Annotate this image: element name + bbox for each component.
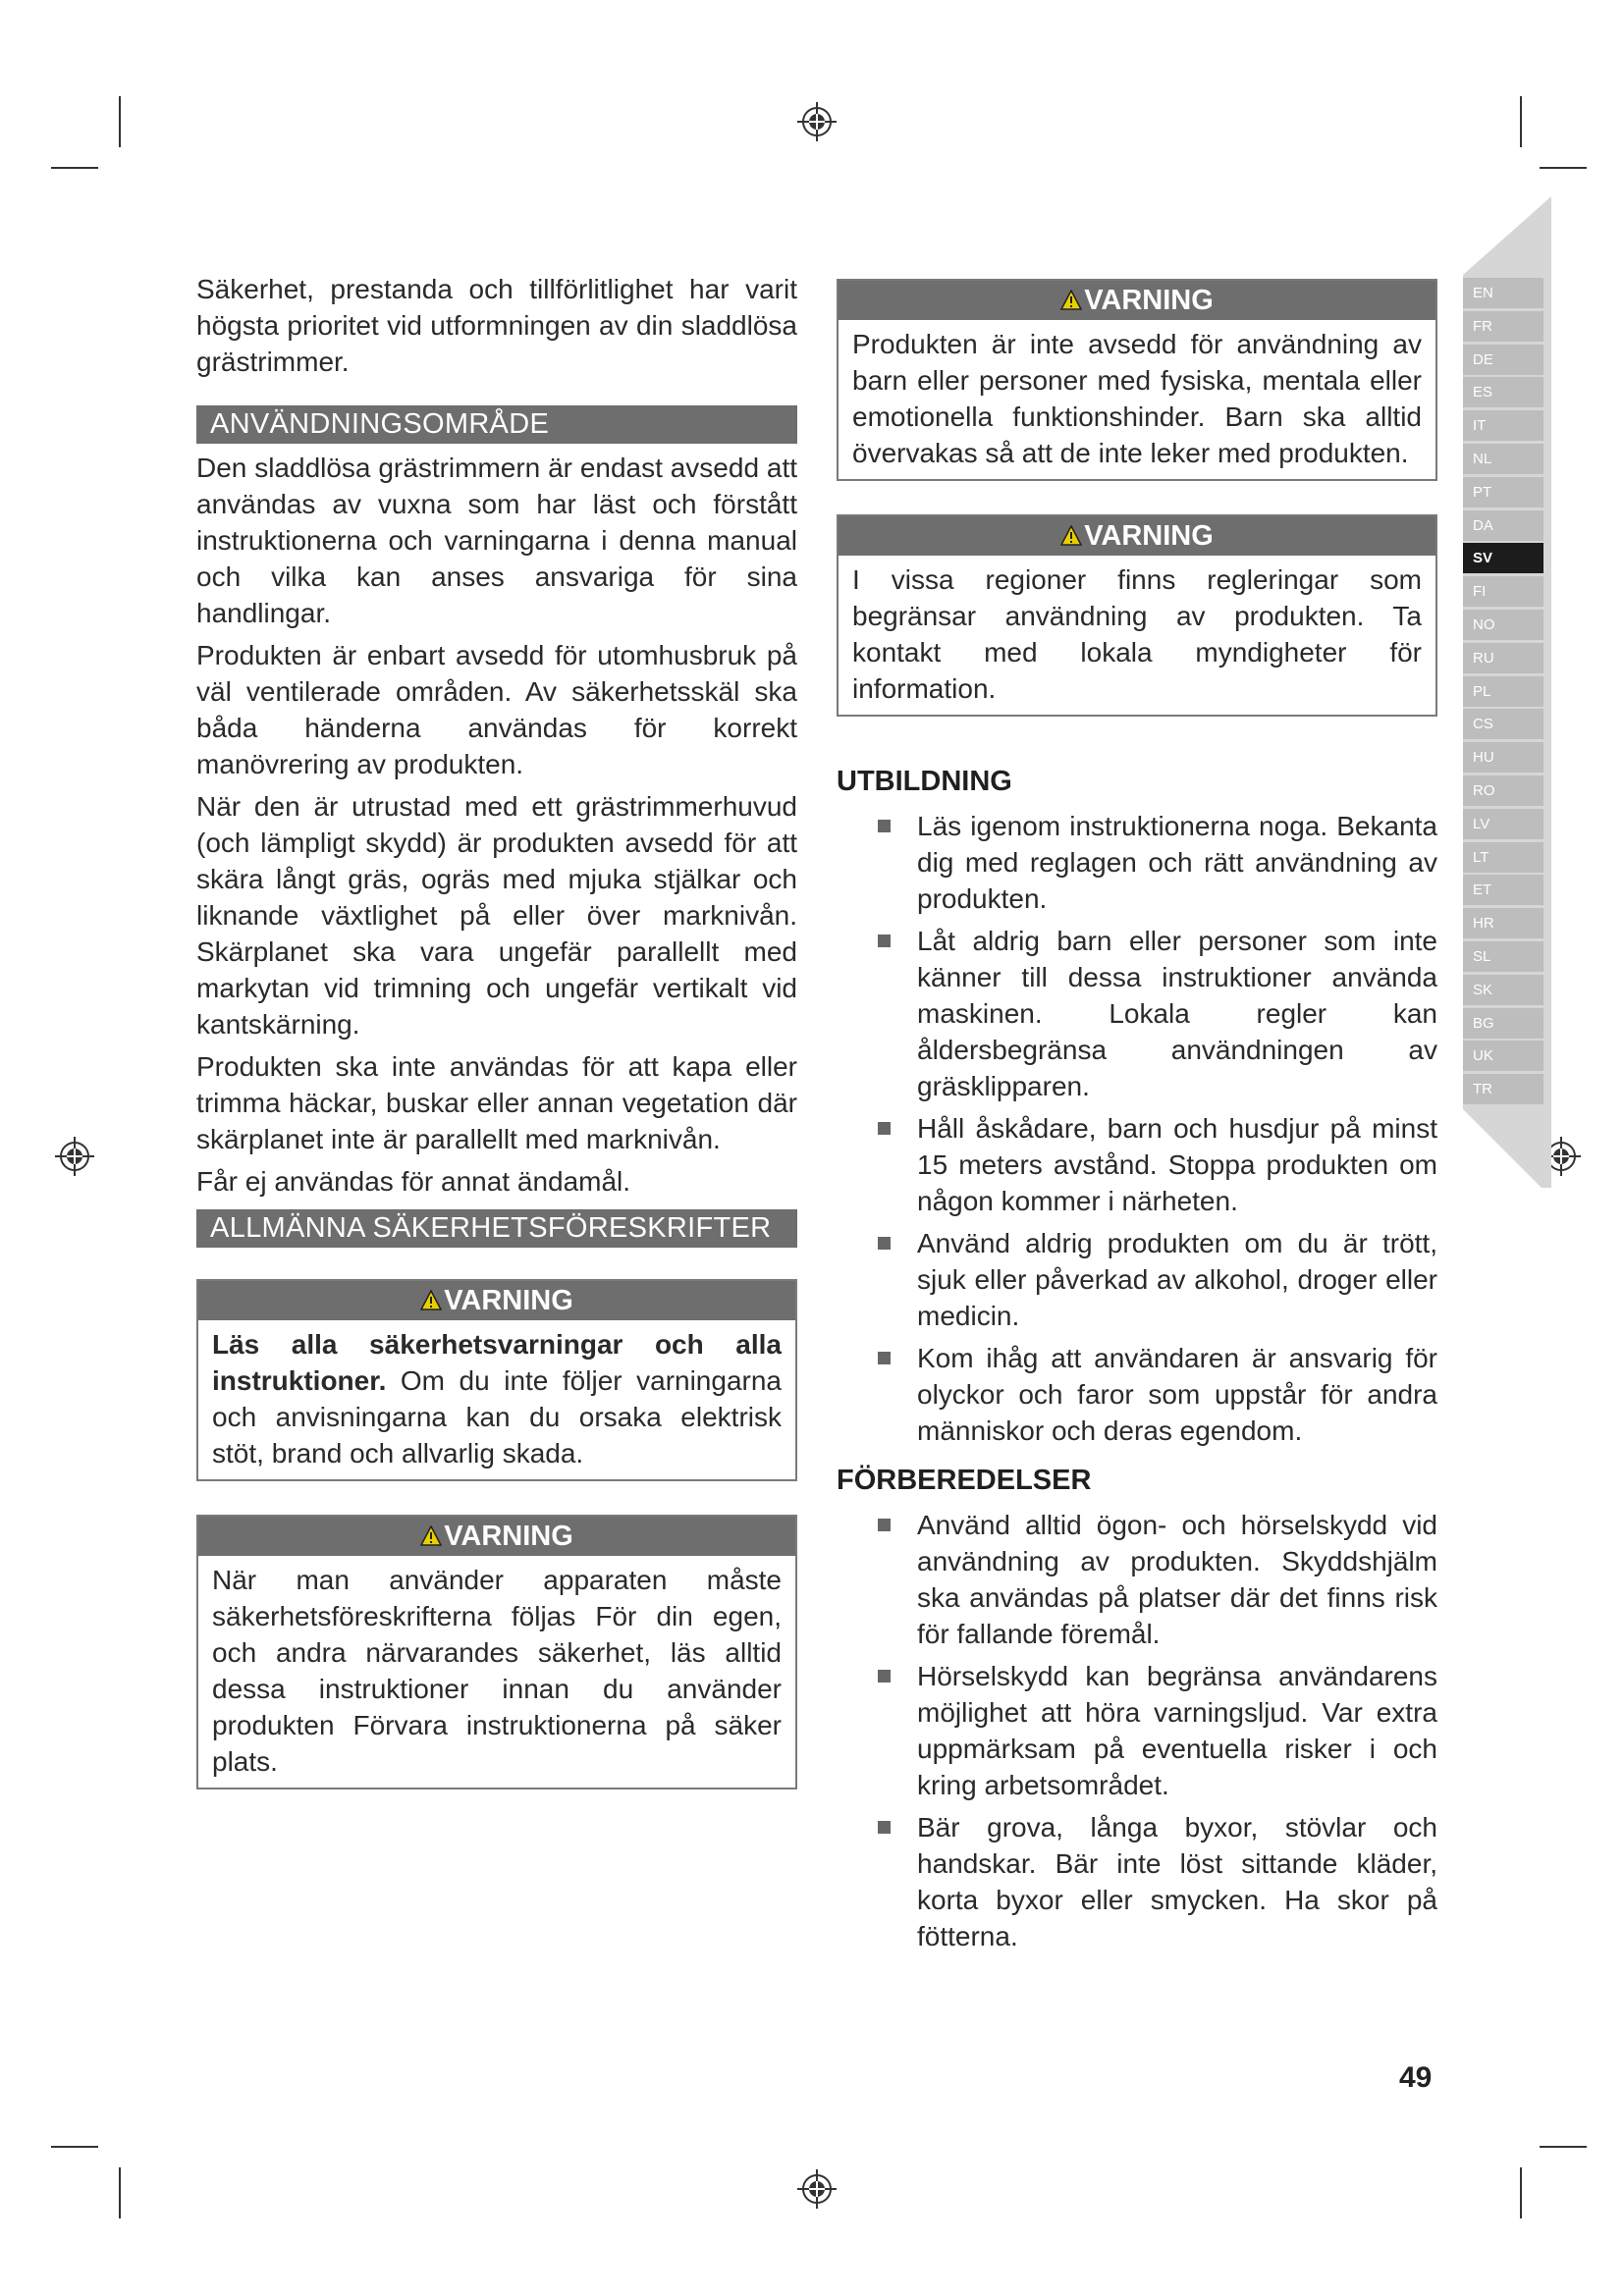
bullet-square-icon (878, 1670, 891, 1682)
usage-paragraph: Produkten är enbart avsedd för utomhusbruk på väl ventilerade områden. Av säkerhetsskäl ska båda händerna användas för korrekt manövrering av produkten. (196, 640, 797, 779)
usage-paragraph: Får ej användas för annat ändamål. (196, 1166, 631, 1197)
language-tab-tr[interactable]: TR (1463, 1074, 1543, 1104)
usage-paragraph: Den sladdlösa grästrimmern är endast avsedd att användas av vuxna som har läst och förstått instruktionerna och varningarna i denna manual och vilka kan anses ansvariga för sina handlingar. (196, 453, 797, 628)
list-item-text: Bär grova, långa byxor, stövlar och handskar. Bär inte löst sittande kläder, korta byxor eller smycken. Ha skor på fötterna. (917, 1812, 1437, 1951)
intro-paragraph: Säkerhet, prestanda och tillförlitlighet har varit högsta prioritet vid utformningen av din sladdlösa grästrimmer. (196, 274, 797, 377)
warning-header (198, 1517, 795, 1556)
language-tab-da[interactable]: DA (1463, 510, 1543, 541)
crop-mark (119, 2167, 121, 2218)
crop-mark (1520, 96, 1522, 147)
language-tab-hu[interactable]: HU (1463, 742, 1543, 773)
list-item (878, 1507, 1437, 1652)
language-tab-sk[interactable]: SK (1463, 975, 1543, 1005)
warning-triangle-icon (420, 1525, 442, 1547)
bullet-square-icon (878, 1122, 891, 1135)
bullet-square-icon (878, 1237, 891, 1250)
warning-label: VARNING (444, 1521, 573, 1552)
usage-paragraph: När den är utrustad med ett grästrimmerhuvud (och lämpligt skydd) är produkten avsedd för att skära långt gräs, ogräs med mjuka stjälkar och liknande växtlighet på eller över marknivån. Skärplanet ska vara ungefär parallellt med markytan vid trimning och ungefär vertikalt vid kantskärning. (196, 791, 797, 1040)
warning-triangle-icon (1060, 525, 1082, 547)
language-tab-lt[interactable]: LT (1463, 842, 1543, 873)
crop-mark (119, 96, 121, 147)
registration-mark-icon (797, 2169, 837, 2209)
list-item (878, 1809, 1437, 1954)
right-column (837, 279, 1437, 1960)
usage-paragraph: Produkten ska inte användas för att kapa eller trimma häckar, buskar eller annan vegetation där skärplanet inte är parallellt med marknivån. (196, 1051, 797, 1154)
warning-box (837, 279, 1437, 481)
warning-header (839, 281, 1435, 320)
language-tab-hr[interactable]: HR (1463, 908, 1543, 938)
language-tab-lv[interactable]: LV (1463, 809, 1543, 839)
language-tab-sv[interactable]: SV (1463, 543, 1543, 573)
list-item-text: Låt aldrig barn eller personer som inte känner till dessa instruktioner använda maskinen. Lokala regler kan åldersbegränsa användningen av gräsklipparen. (917, 926, 1437, 1101)
crop-mark (1520, 2167, 1522, 2218)
language-tab-fr[interactable]: FR (1463, 311, 1543, 342)
language-tab-et[interactable]: ET (1463, 875, 1543, 905)
training-list (837, 808, 1437, 1449)
crop-mark (1540, 2146, 1587, 2148)
language-tab-pl[interactable]: PL (1463, 676, 1543, 707)
language-tab-nl[interactable]: NL (1463, 444, 1543, 474)
language-tab-ro[interactable]: RO (1463, 775, 1543, 806)
warning-header (839, 516, 1435, 556)
bullet-square-icon (878, 820, 891, 832)
crop-mark (1540, 167, 1587, 169)
language-tab-cs[interactable]: CS (1463, 709, 1543, 739)
bullet-square-icon (878, 1821, 891, 1834)
list-item (878, 808, 1437, 917)
left-column (196, 271, 797, 1789)
list-item-text: Kom ihåg att användaren är ansvarig för olyckor och faror som uppstår för andra människor och deras egendom. (917, 1343, 1437, 1446)
language-tab-ru[interactable]: RU (1463, 643, 1543, 673)
warning-text: Produkten är inte avsedd för användning av barn eller personer med fysiska, mentala eller emotionella funktionshinder. Barn ska alltid övervakas så att de inte leker med produkten. (852, 329, 1422, 468)
list-item (878, 1110, 1437, 1219)
list-item-text: Använd aldrig produkten om du är trött, sjuk eller påverkad av alkohol, droger eller medicin. (917, 1228, 1437, 1331)
list-item (878, 923, 1437, 1104)
language-tab-de[interactable]: DE (1463, 345, 1543, 375)
language-tab-en[interactable]: EN (1463, 278, 1543, 308)
warning-bold-lead: Läs alla säkerhetsvarningar och alla instruktioner. (212, 1329, 782, 1396)
warning-text: När man använder apparaten måste säkerhetsföreskrifterna följas För din egen, och andra närvarandes säkerhet, läs alltid dessa instruktioner innan du använder produkten Förvara instruktionerna på säker plats. (212, 1565, 782, 1777)
language-tab-sl[interactable]: SL (1463, 941, 1543, 972)
crop-mark (51, 167, 98, 169)
warning-label: VARNING (1084, 520, 1214, 552)
warning-header (198, 1281, 795, 1320)
bullet-square-icon (878, 934, 891, 947)
crop-mark (51, 2146, 98, 2148)
list-item (878, 1340, 1437, 1449)
language-tab-pt[interactable]: PT (1463, 477, 1543, 507)
warning-text (198, 1320, 795, 1479)
list-item (878, 1658, 1437, 1803)
language-tab-bg[interactable]: BG (1463, 1008, 1543, 1039)
list-item-text: Använd alltid ögon- och hörselskydd vid användning av produkten. Skyddshjälm ska användas på platser där det finns risk för fallande föremål. (917, 1510, 1437, 1649)
warning-box (196, 1279, 797, 1481)
bullet-square-icon (878, 1519, 891, 1531)
list-item-text: Hörselskydd kan begränsa användarens möjlighet att höra varningsljud. Var extra uppmärksam på eventuella risker i och kring arbetsområdet. (917, 1661, 1437, 1800)
language-tab-no[interactable]: NO (1463, 610, 1543, 640)
list-item-text: Håll åskådare, barn och husdjur på minst 15 meters avstånd. Stoppa produkten om någon kommer i närheten. (917, 1113, 1437, 1216)
bullet-square-icon (878, 1352, 891, 1364)
warning-label: VARNING (444, 1285, 573, 1316)
warning-triangle-icon (420, 1290, 442, 1311)
warning-text: I vissa regioner finns regleringar som begränsar användning av produkten. Ta kontakt med lokala myndigheter för information. (852, 564, 1422, 704)
section-heading-preparation: FÖRBEREDELSER (837, 1465, 1092, 1496)
page-number: 49 (1399, 2061, 1433, 2094)
language-tab-fi[interactable]: FI (1463, 576, 1543, 607)
warning-box (837, 514, 1437, 717)
warning-label: VARNING (1084, 285, 1214, 316)
list-item (878, 1225, 1437, 1334)
warning-body: Om du inte följer varningarna och anvisningarna kan du orsaka elektrisk stöt, brand och allvarlig skada. (212, 1365, 782, 1468)
registration-mark-icon (797, 102, 837, 141)
language-tab-uk[interactable]: UK (1463, 1041, 1543, 1071)
language-tab-it[interactable]: IT (1463, 410, 1543, 441)
warning-triangle-icon (1060, 290, 1082, 311)
section-heading-usage: ANVÄNDNINGSOMRÅDE (196, 405, 797, 444)
language-tab-es[interactable]: ES (1463, 377, 1543, 407)
warning-box (196, 1515, 797, 1789)
list-item-text: Läs igenom instruktionerna noga. Bekanta dig med reglagen och rätt användning av produkten. (917, 811, 1437, 914)
registration-mark-icon (55, 1137, 94, 1176)
section-heading-training: UTBILDNING (837, 766, 1012, 797)
section-heading-general-safety: ALLMÄNNA SÄKERHETSFÖRESKRIFTER (196, 1209, 797, 1248)
preparation-list (837, 1507, 1437, 1954)
